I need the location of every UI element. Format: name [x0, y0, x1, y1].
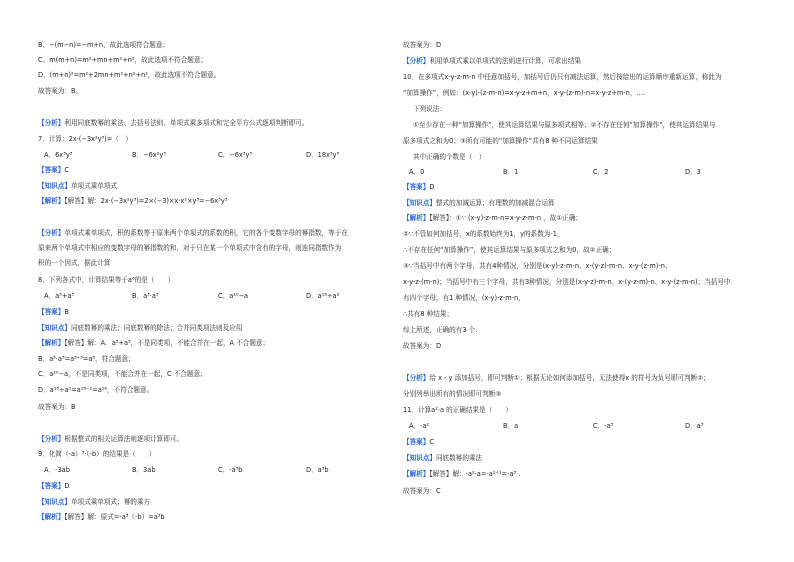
solution-text — [403, 229, 564, 239]
option-d: D．3 — [685, 168, 701, 176]
final-answer — [38, 402, 76, 412]
text: x-y-z-(m-n)；当括号中有三个字母，共有3种情况，分别是(x-y-z)-m-n、x-(y-z-m)-n、x-y-(z-m-n)；当括号中 — [403, 278, 731, 286]
final-answer — [403, 40, 441, 50]
answer-section — [38, 481, 69, 491]
option-b: B．1 — [503, 168, 519, 176]
text: 11．计算a²·a 的正确结果是（ ） — [403, 406, 513, 414]
final-answer — [403, 341, 441, 351]
option-a: A．0 — [409, 168, 425, 176]
option-d: D．a¹⁸÷a² — [306, 292, 340, 300]
text: D — [429, 183, 435, 191]
answer-section — [403, 437, 434, 447]
text: 同底数幂的乘法 — [435, 454, 483, 462]
solution-text — [403, 245, 615, 255]
section-tag: 【知识点】 — [403, 454, 436, 462]
solution-text — [403, 309, 453, 319]
text: 7．计算：2x·(−3x²y³)=（ ） — [38, 135, 133, 143]
text: 根据整式的相关运算法则逐项计算即可。 — [64, 435, 184, 443]
section-tag: 【解析】 — [38, 339, 65, 347]
text: 积的一个因式，据此计算 — [38, 259, 111, 267]
text: 10．在多项式x-y-z-m-n 中任意加括号，加括号后仍只有减法运算，然后按给出的运算顺序重新运算，称此为 — [403, 73, 722, 81]
text: C、m(m+n)=m²+mn+m²+n²，故此选项不符合题意； — [38, 56, 208, 64]
solution-section — [403, 469, 520, 479]
section-tag: 【分析】 — [38, 229, 65, 237]
section-tag: 【答案】 — [38, 482, 65, 490]
question-11 — [403, 405, 512, 415]
option-c: C．-a³b — [218, 466, 243, 474]
section-tag: 【知识点】 — [38, 182, 71, 190]
text: 原多项式之和为0；③所有可能的“加算操作”共有8 种不同运算结果 — [403, 137, 598, 145]
text: ∴不存在任何“加算操作”，使其运算结果与原多项式之和为0，故②正确； — [403, 246, 616, 254]
option-a: A．-3ab — [44, 466, 70, 474]
section-tag: 【知识点】 — [403, 199, 436, 207]
text: B．a³·a³=a³⁺³=a⁶，符合题意； — [38, 355, 135, 363]
text: 同底数幂的乘法；同底数幂的除法；合并同类项法则及应用 — [70, 324, 243, 332]
text: B、−(m−n)=−m+n，故此选项符合题意； — [38, 41, 170, 49]
option-c: C．2 — [593, 168, 609, 176]
solution-section — [403, 213, 582, 223]
option-d: D．18x³y³ — [306, 151, 340, 159]
option-c: C．-a³ — [593, 422, 614, 430]
analysis-text — [38, 243, 341, 253]
answer-section — [403, 182, 434, 192]
final-answer — [403, 486, 441, 496]
section-tag: 【解析】 — [38, 513, 65, 521]
answer-section — [38, 165, 69, 175]
text: 整式的加减运算；有理数的加减混合运算 — [435, 199, 555, 207]
text: 利用同底数幂的乘法、去括号法则、单项式乘多项式和完全平方公式逐项判断即可。 — [64, 119, 309, 127]
text: D、(m+n)²=m²+2mn+m²+n²+n²，故此选项不符合题意。 — [38, 71, 221, 79]
text: 故答案为：B。 — [38, 87, 83, 95]
question-10 — [403, 72, 722, 82]
section-tag: 【解析】 — [403, 470, 430, 478]
question-8 — [38, 275, 174, 285]
analysis-section — [403, 56, 581, 66]
text: 故答案为：B — [38, 403, 76, 411]
text: D — [64, 482, 70, 490]
section-tag: 【分析】 — [38, 119, 65, 127]
left-column — [38, 0, 398, 562]
section-tag: 【答案】 — [38, 166, 65, 174]
option-b: B．−6x²y³ — [132, 151, 166, 159]
text: 下列说法： — [413, 105, 446, 113]
text: 单项式乘单项式，积的系数等于原来两个单项式的系数的积，它的各个变数字母的幂指数，等于在 — [64, 229, 348, 237]
answer-option-b-explanation — [38, 40, 169, 50]
text: D．a¹⁸÷a²=a¹⁸⁻²=a¹⁶，不符合题意。 — [38, 386, 154, 394]
text: C — [429, 438, 434, 446]
knowledge-section — [38, 497, 150, 507]
knowledge-section — [403, 453, 482, 463]
solution-section — [38, 338, 269, 348]
text: 【解答】解：2x·(−3x²y³)=2×(−3)×x·x²×y³=−6x³y³ — [64, 197, 228, 205]
text: B — [64, 308, 69, 316]
question-10-text — [413, 152, 486, 162]
right-column — [403, 0, 763, 562]
analysis-section — [403, 373, 710, 383]
text: 【解答】解：A．a³+a³，不是同类项，不能合并在一起，A 不合题意； — [64, 339, 270, 347]
solution-text — [38, 354, 135, 364]
text: 综上所述，正确的有3 个. — [403, 326, 478, 334]
text: 原来两个单项式中相应的变数字母的幂指数的和，对于只在某一个单项式中含有的字母，则连同指数作为 — [38, 244, 342, 252]
section-tag: 【答案】 — [403, 183, 430, 191]
text: ②∵不管如何加括号，x的系数始终为1，y的系数为-1， — [403, 230, 564, 238]
section-tag: 【分析】 — [403, 374, 430, 382]
question-9 — [38, 449, 156, 459]
option-d: D．a³b — [306, 466, 329, 474]
text: 有四个字母，有1 种情况，(x-y)-z-m-n， — [403, 294, 525, 302]
analysis-section — [38, 434, 183, 444]
solution-section — [38, 196, 227, 206]
solution-text — [403, 325, 477, 335]
answer-section — [38, 307, 69, 317]
section-tag: 【知识点】 — [38, 498, 71, 506]
option-c: C．a¹⁰−a — [218, 292, 249, 300]
text: ∴共有8 种结果； — [403, 310, 454, 318]
knowledge-section — [403, 198, 555, 208]
analysis-text — [38, 258, 111, 268]
text: 单项式乘单项式；幂的乘方 — [70, 498, 151, 506]
text: 8．下列各式中，计算结果等于a⁶的是（ ） — [38, 276, 175, 284]
text: ①至少存在一种“加算操作”，使其运算结果与原多项式相等；②不存在任何“加算操作”，使其运算结果与 — [413, 121, 716, 129]
solution-text — [403, 277, 731, 287]
text: “加算操作”，例如：(x-y)-(z-m-n)=x-y-z+m+n，x-y-(z-m)-n=x-y-z+m-n，…. — [403, 89, 646, 97]
text: 分别列举出所有的情况即可判断③ — [403, 390, 502, 398]
section-tag: 【分析】 — [403, 57, 430, 65]
text: 【解答】解：-a²·a=-a²⁺¹=-a³ . — [429, 470, 521, 478]
question-10-text — [403, 136, 598, 146]
question-7 — [38, 134, 132, 144]
section-tag: 【解析】 — [403, 214, 430, 222]
option-b: B．a³·a³ — [132, 292, 159, 300]
text: C — [64, 166, 69, 174]
section-tag: 【答案】 — [38, 308, 65, 316]
solution-text — [38, 385, 153, 395]
analysis-section — [38, 228, 348, 238]
section-tag: 【答案】 — [403, 438, 430, 446]
option-a: A．-a² — [409, 422, 430, 430]
option-c: C．−6x³y³ — [218, 151, 253, 159]
analysis-text — [403, 389, 501, 399]
question-10-text — [403, 88, 645, 98]
text: C．a¹⁰−a，不是同类项，不能合并在一起，C 不合题意； — [38, 370, 207, 378]
text: 故答案为：D — [403, 41, 442, 49]
text: 故答案为：C — [403, 487, 441, 495]
question-10-text — [413, 104, 446, 114]
solution-section — [38, 512, 165, 522]
option-a: A．6x³y³ — [44, 151, 73, 159]
text: 其中正确的个数是（ ） — [413, 153, 486, 161]
answer-option-d-explanation — [38, 70, 220, 80]
section-tag: 【解析】 — [38, 197, 65, 205]
solution-text — [38, 369, 207, 379]
option-a: A．a³+a³ — [44, 292, 74, 300]
text: 故答案为：D — [403, 342, 442, 350]
option-b: B．3ab — [132, 466, 156, 474]
section-tag: 【知识点】 — [38, 324, 71, 332]
text: ③∵当括号中有两个字母，共有4种情况，分别是(x-y)-z-m-n、x-(y-z)-m-n、x-y-(z-m)-n、 — [403, 262, 672, 270]
text: 9．化简（-a）³·（-b）的结果是（ ） — [38, 450, 156, 458]
text: 【解答】：①∵ (x-y)-z-m-n=x-y-z-m-n ，故①正确； — [429, 214, 583, 222]
final-answer — [38, 86, 82, 96]
solution-text — [403, 261, 672, 271]
section-tag: 【分析】 — [38, 435, 65, 443]
knowledge-section — [38, 323, 242, 333]
text: 单项式乘单项式 — [70, 182, 118, 190]
question-10-text — [413, 120, 715, 130]
analysis-section — [38, 118, 308, 128]
text: 利用单项式乘以单项式的法则进行计算，可求出结果 — [429, 57, 582, 65]
option-b: B．a — [503, 422, 519, 430]
solution-text — [403, 293, 525, 303]
text: 【解答】解：原式=-a³（-b）=a³b — [64, 513, 165, 521]
option-d: D．a³ — [685, 422, 704, 430]
knowledge-section — [38, 181, 117, 191]
answer-option-c-explanation — [38, 55, 207, 65]
text: 给 x - y 添加括号，即可判断①；根据无论如何添加括号，无法使得x 的符号为负号即可判断②； — [429, 374, 710, 382]
